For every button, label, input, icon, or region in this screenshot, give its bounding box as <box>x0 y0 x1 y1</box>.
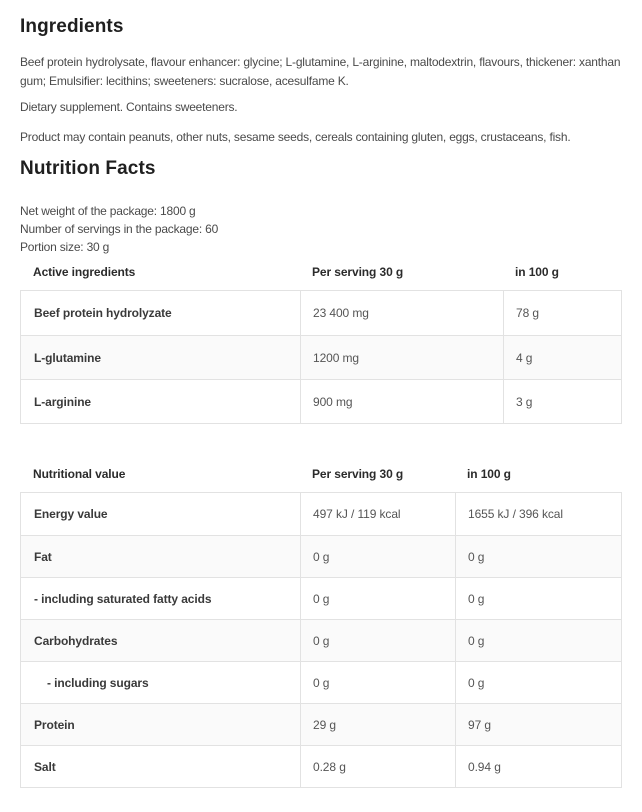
ingredients-title: Ingredients <box>20 16 124 37</box>
table-row <box>21 703 621 745</box>
column-header-per-serving: Per serving 30 g <box>312 265 404 279</box>
ingredients-composition-text: Beef protein hydrolysate, flavour enhancer: glycine; L-glutamine, L-arginine, maltodextrin, flavours, thickener: xanthan gum; Emulsifier: lecithins; sweeteners: sucralose, acesulfame K. <box>20 55 621 88</box>
row-label: - including saturated fatty acids <box>21 578 301 619</box>
per-serving-value: 1200 mg <box>301 336 504 379</box>
per-serving-value: 0 g <box>301 536 456 577</box>
per-serving-value: 900 mg <box>301 380 504 423</box>
table-row <box>21 577 621 619</box>
per-serving-value: 0 g <box>301 578 456 619</box>
allergen-note-text: Product may contain peanuts, other nuts, sesame seeds, cereals containing gluten, eggs, crustaceans, fish. <box>20 130 571 144</box>
per-100g-value: 4 g <box>516 350 533 365</box>
row-label: L-arginine <box>21 380 301 423</box>
column-header-per-serving: Per serving 30 g <box>312 467 404 481</box>
per-100g-value: 0.94 g <box>468 759 501 774</box>
per-100g-value: 1655 kJ / 396 kcal <box>468 507 563 521</box>
net-weight-line: Net weight of the package: 1800 g <box>20 204 196 218</box>
table-row <box>21 619 621 661</box>
table-row <box>21 535 621 577</box>
per-serving-value: 497 kJ / 119 kcal <box>301 493 456 535</box>
nutritional-value-table-header <box>20 467 622 481</box>
row-label: - including sugars <box>21 662 301 703</box>
row-label: Beef protein hydrolyzate <box>21 291 301 335</box>
column-header-nutritional-value: Nutritional value <box>33 467 126 481</box>
per-serving-value: 23 400 mg <box>301 291 504 335</box>
per-100g-value: 0 g <box>468 675 485 690</box>
per-serving-value: 0.28 g <box>301 746 456 787</box>
per-100g-value: 78 g <box>516 306 539 320</box>
per-serving-value: 29 g <box>301 704 456 745</box>
column-header-active-ingredients: Active ingredients <box>33 265 136 279</box>
active-ingredients-table-header <box>20 265 622 279</box>
per-100g-value: 97 g <box>468 717 491 732</box>
per-100g-value: 0 g <box>468 591 485 606</box>
column-header-per-100g: in 100 g <box>515 265 559 279</box>
per-serving-value: 0 g <box>301 662 456 703</box>
supplement-note-text: Dietary supplement. Contains sweeteners. <box>20 100 238 114</box>
per-serving-value: 0 g <box>301 620 456 661</box>
row-label: Fat <box>21 536 301 577</box>
table-row <box>21 493 621 535</box>
nutrition-facts-title: Nutrition Facts <box>20 158 156 179</box>
portion-size-line: Portion size: 30 g <box>20 240 110 254</box>
row-label: Protein <box>21 704 301 745</box>
servings-line: Number of servings in the package: 60 <box>20 222 219 236</box>
table-row <box>21 291 621 335</box>
row-label: Carbohydrates <box>21 620 301 661</box>
row-label: Energy value <box>21 493 301 535</box>
per-100g-value: 0 g <box>468 633 485 648</box>
nutritional-value-table <box>20 492 622 788</box>
table-row <box>21 661 621 703</box>
table-row <box>21 379 621 423</box>
table-row <box>21 335 621 379</box>
column-header-per-100g: in 100 g <box>467 467 511 481</box>
row-label: Salt <box>21 746 301 787</box>
table-row <box>21 745 621 787</box>
active-ingredients-table <box>20 290 622 424</box>
package-info <box>20 202 622 256</box>
row-label: L-glutamine <box>21 336 301 379</box>
per-100g-value: 3 g <box>516 394 533 409</box>
product-info-page <box>0 14 642 805</box>
per-100g-value: 0 g <box>468 549 485 564</box>
